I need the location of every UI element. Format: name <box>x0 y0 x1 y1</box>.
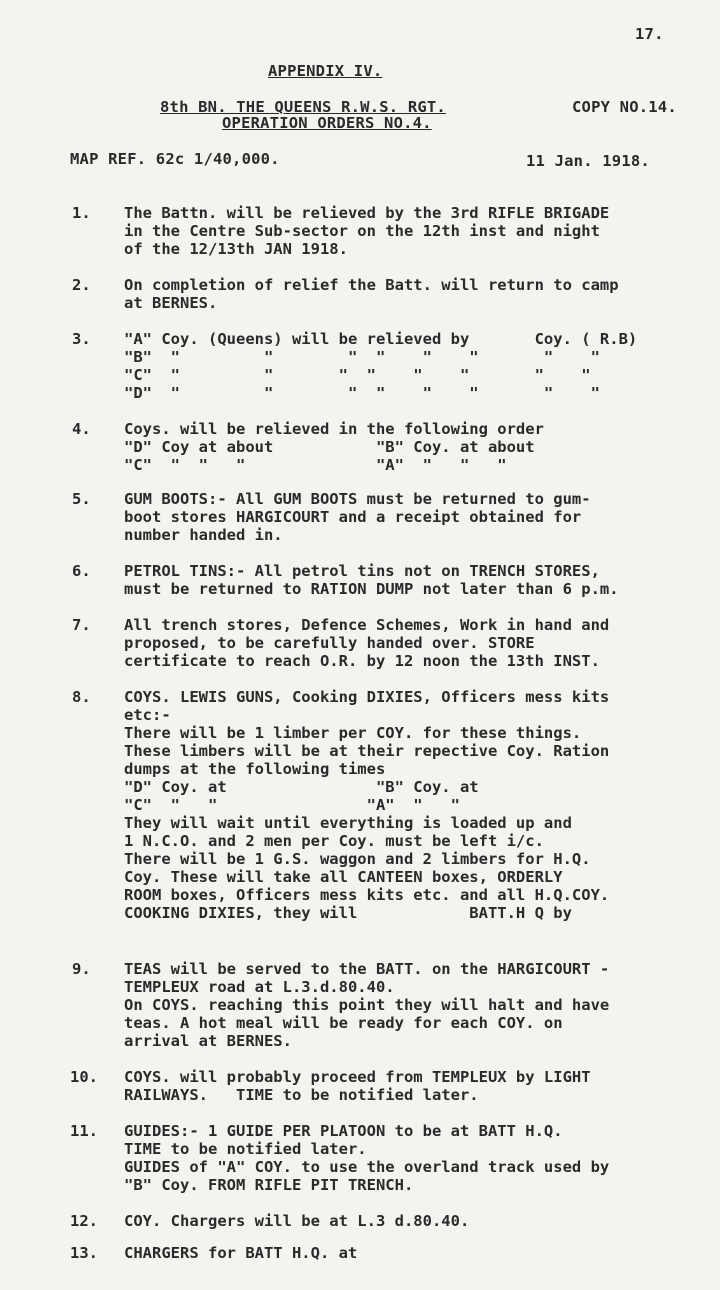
item-line: On COYS. reaching this point they will halt and have <box>124 996 610 1014</box>
item-line: TEAS will be served to the BATT. on the HARGICOURT - <box>124 960 610 978</box>
item-line: "B" " " " " " " " " <box>124 348 600 366</box>
copy-number: COPY NO.14. <box>572 98 677 116</box>
item-line: in the Centre Sub-sector on the 12th inst and night <box>124 222 600 240</box>
item-body <box>124 1122 714 1194</box>
item-line: "D" " " " " " " " " <box>124 384 600 402</box>
item-number: 13. <box>70 1244 98 1262</box>
item-line: Coys. will be relieved in the following order <box>124 420 544 438</box>
item-line: COYS. will probably proceed from TEMPLEUX by LIGHT <box>124 1068 591 1086</box>
item-body <box>124 420 714 474</box>
item-line: certificate to reach O.R. by 12 noon the 13th INST. <box>124 652 600 670</box>
item-line: "B" Coy. FROM RIFLE PIT TRENCH. <box>124 1176 414 1194</box>
item-number: 8. <box>72 688 91 706</box>
item-line: arrival at BERNES. <box>124 1032 292 1050</box>
battalion-heading: 8th BN. THE QUEENS R.W.S. RGT. <box>160 98 446 116</box>
item-number: 11. <box>70 1122 98 1140</box>
item-line: GUIDES:- 1 GUIDE PER PLATOON to be at BATT H.Q. <box>124 1122 563 1140</box>
item-body <box>124 1068 714 1104</box>
item-line: "D" Coy at about "B" Coy. at about <box>124 438 535 456</box>
orders-title: OPERATION ORDERS NO.4. <box>222 114 432 132</box>
item-line: On completion of relief the Batt. will return to camp <box>124 276 619 294</box>
item-line: "C" " " " "A" " " " <box>124 456 507 474</box>
item-body <box>124 562 714 598</box>
item-line: GUIDES of "A" COY. to use the overland track used by <box>124 1158 610 1176</box>
item-line: The Battn. will be relieved by the 3rd RIFLE BRIGADE <box>124 204 610 222</box>
item-number: 3. <box>72 330 91 348</box>
item-line: All trench stores, Defence Schemes, Work in hand and <box>124 616 610 634</box>
item-body <box>124 688 714 922</box>
item-line: etc:- <box>124 706 171 724</box>
item-line: number handed in. <box>124 526 283 544</box>
item-line: COOKING DIXIES, they will BATT.H Q by <box>124 904 572 922</box>
item-number: 10. <box>70 1068 98 1086</box>
item-line: They will wait until everything is loaded up and <box>124 814 572 832</box>
page-number: 17. <box>635 25 664 43</box>
item-number: 1. <box>72 204 91 222</box>
item-line: "C" " " " " " " " " <box>124 366 591 384</box>
item-line: ROOM boxes, Officers mess kits etc. and all H.Q.COY. <box>124 886 610 904</box>
item-line: boot stores HARGICOURT and a receipt obtained for <box>124 508 582 526</box>
item-body <box>124 490 714 544</box>
item-number: 6. <box>72 562 91 580</box>
item-line: "C" " " "A" " " <box>124 796 460 814</box>
item-number: 12. <box>70 1212 98 1230</box>
item-body <box>124 276 714 312</box>
item-line: These limbers will be at their repective Coy. Ration <box>124 742 610 760</box>
item-line: Coy. These will take all CANTEEN boxes, ORDERLY <box>124 868 563 886</box>
item-line: dumps at the following times <box>124 760 386 778</box>
item-line: There will be 1 G.S. waggon and 2 limbers for H.Q. <box>124 850 591 868</box>
item-line: There will be 1 limber per COY. for these things. <box>124 724 582 742</box>
item-number: 9. <box>72 960 91 978</box>
item-body <box>124 204 714 258</box>
item-body <box>124 330 714 402</box>
item-number: 4. <box>72 420 91 438</box>
item-line: RAILWAYS. TIME to be notified later. <box>124 1086 479 1104</box>
item-line: COY. Chargers will be at L.3 d.80.40. <box>124 1212 470 1230</box>
map-reference: MAP REF. 62c 1/40,000. <box>70 150 280 168</box>
item-line: 1 N.C.O. and 2 men per Coy. must be left i/c. <box>124 832 544 850</box>
item-body <box>124 616 714 670</box>
item-line: at BERNES. <box>124 294 218 312</box>
item-body <box>124 1212 714 1230</box>
item-line: "A" Coy. (Queens) will be relieved by Coy. ( R.B) <box>124 330 638 348</box>
item-line: proposed, to be carefully handed over. STORE <box>124 634 535 652</box>
item-line: must be returned to RATION DUMP not later than 6 p.m. <box>124 580 619 598</box>
item-body <box>124 1244 714 1262</box>
item-line: "D" Coy. at "B" Coy. at <box>124 778 479 796</box>
item-line: teas. A hot meal will be ready for each COY. on <box>124 1014 563 1032</box>
document-date: 11 Jan. 1918. <box>526 152 650 170</box>
item-number: 7. <box>72 616 91 634</box>
item-number: 2. <box>72 276 91 294</box>
item-line: TEMPLEUX road at L.3.d.80.40. <box>124 978 395 996</box>
item-line: TIME to be notified later. <box>124 1140 367 1158</box>
item-line: CHARGERS for BATT H.Q. at <box>124 1244 358 1262</box>
appendix-heading: APPENDIX IV. <box>268 62 383 80</box>
item-line: COYS. LEWIS GUNS, Cooking DIXIES, Officers mess kits <box>124 688 610 706</box>
item-line: PETROL TINS:- All petrol tins not on TRENCH STORES, <box>124 562 600 580</box>
item-number: 5. <box>72 490 91 508</box>
item-line: of the 12/13th JAN 1918. <box>124 240 348 258</box>
item-line: GUM BOOTS:- All GUM BOOTS must be returned to gum- <box>124 490 591 508</box>
item-body <box>124 960 714 1050</box>
